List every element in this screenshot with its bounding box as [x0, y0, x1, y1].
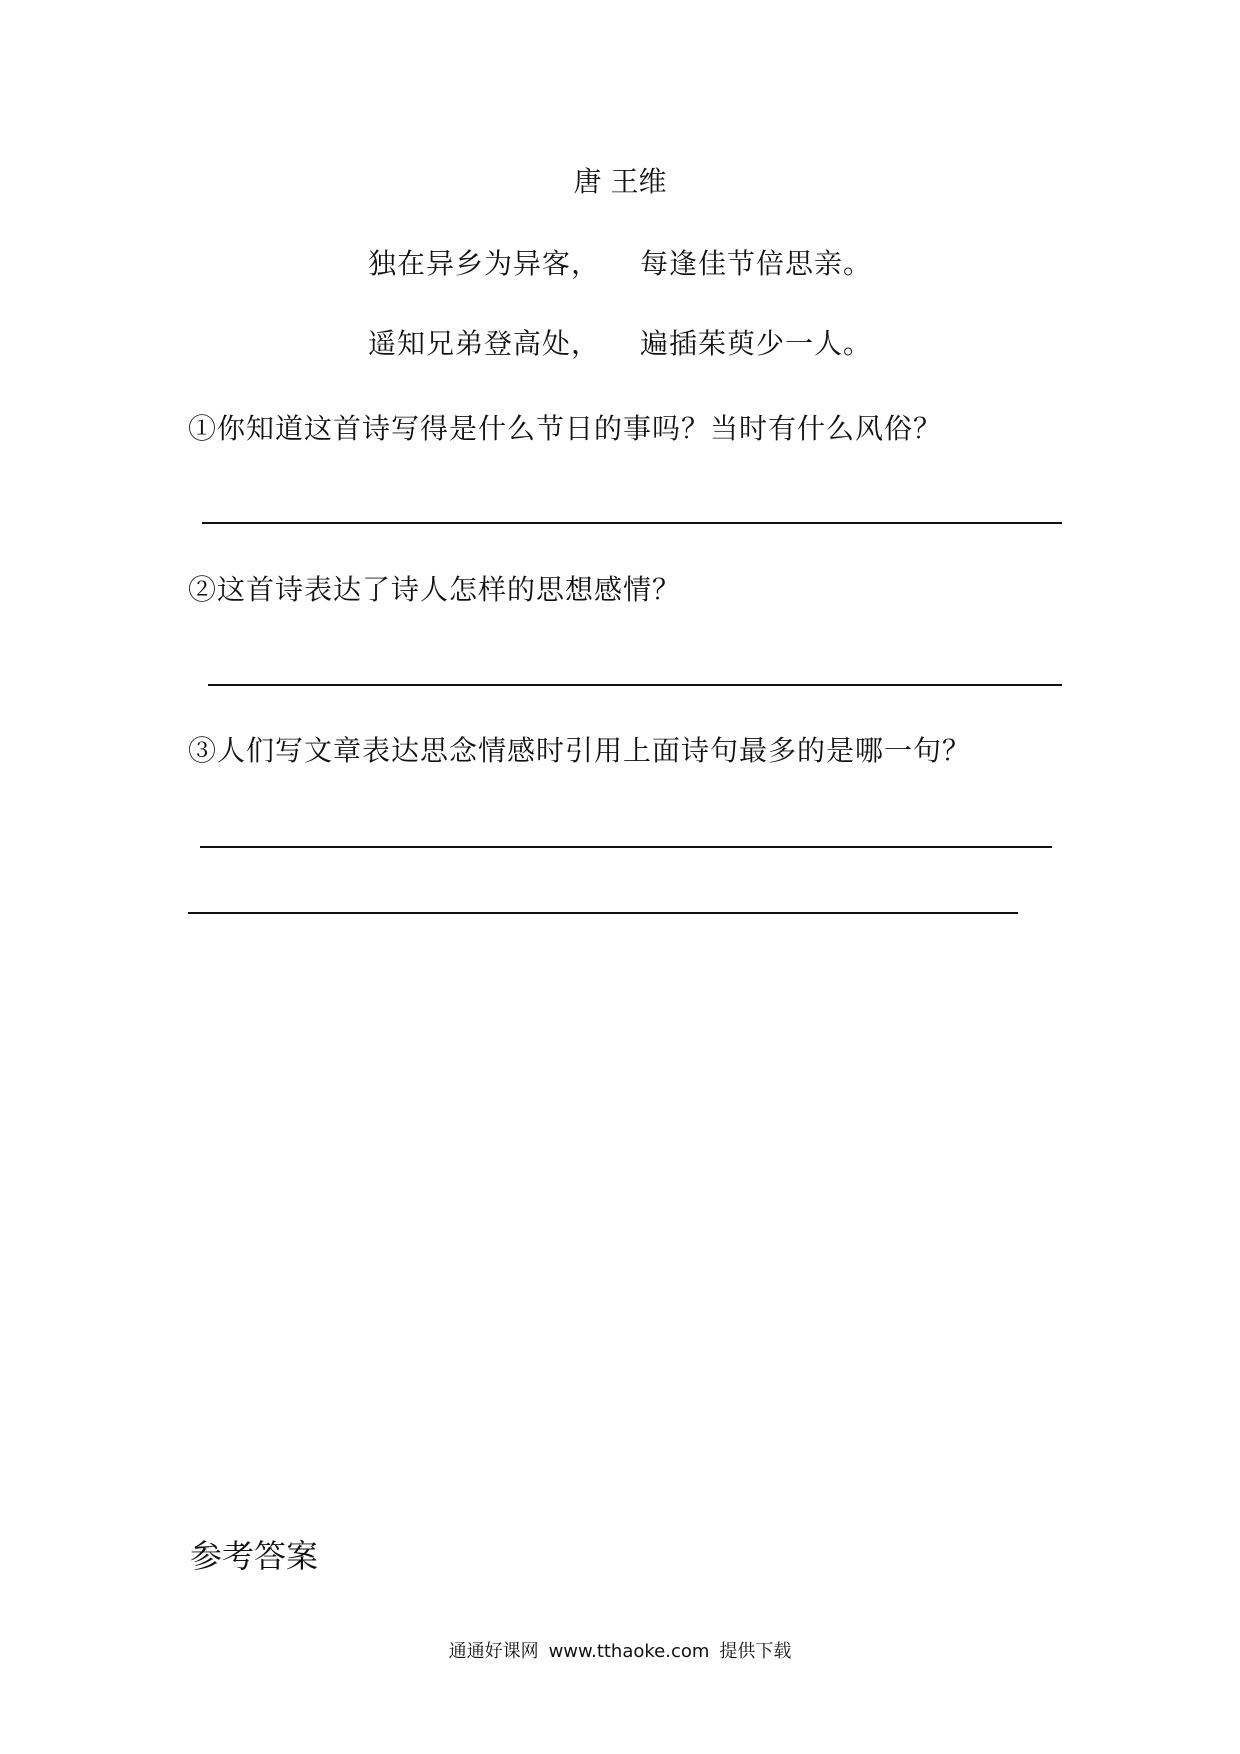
question-1: ①你知道这首诗写得是什么节日的事吗？当时有什么风俗？ — [188, 412, 943, 445]
answer-section-title: 参考答案 — [190, 1537, 319, 1575]
poem-line-2 — [0, 327, 1240, 360]
answer-line-1 — [202, 522, 1062, 524]
answer-line-2 — [208, 684, 1062, 686]
answer-line-4 — [188, 912, 1018, 914]
poem-line-1 — [0, 247, 1240, 280]
poem-author: 唐 王维 — [573, 165, 667, 198]
poem-line-2-first: 遥知兄弟登高处， — [367, 327, 600, 360]
answer-line-3 — [200, 846, 1052, 848]
question-3: ③人们写文章表达思念情感时引用上面诗句最多的是哪一句？ — [188, 734, 972, 767]
poem-line-1-first: 独在异乡为异客， — [367, 247, 600, 280]
poem-line-1-second: 每逢佳节倍思亲。 — [640, 247, 873, 280]
footer-suffix: 提供下载 — [719, 1641, 792, 1662]
footer-url[interactable]: www.tthaoke.com — [548, 1641, 710, 1662]
page-footer — [0, 1643, 1240, 1661]
poem-line-2-second: 遍插茱萸少一人。 — [640, 327, 873, 360]
question-2: ②这首诗表达了诗人怎样的思想感情？ — [188, 573, 682, 606]
footer-site-name: 通通好课网 — [448, 1641, 539, 1662]
